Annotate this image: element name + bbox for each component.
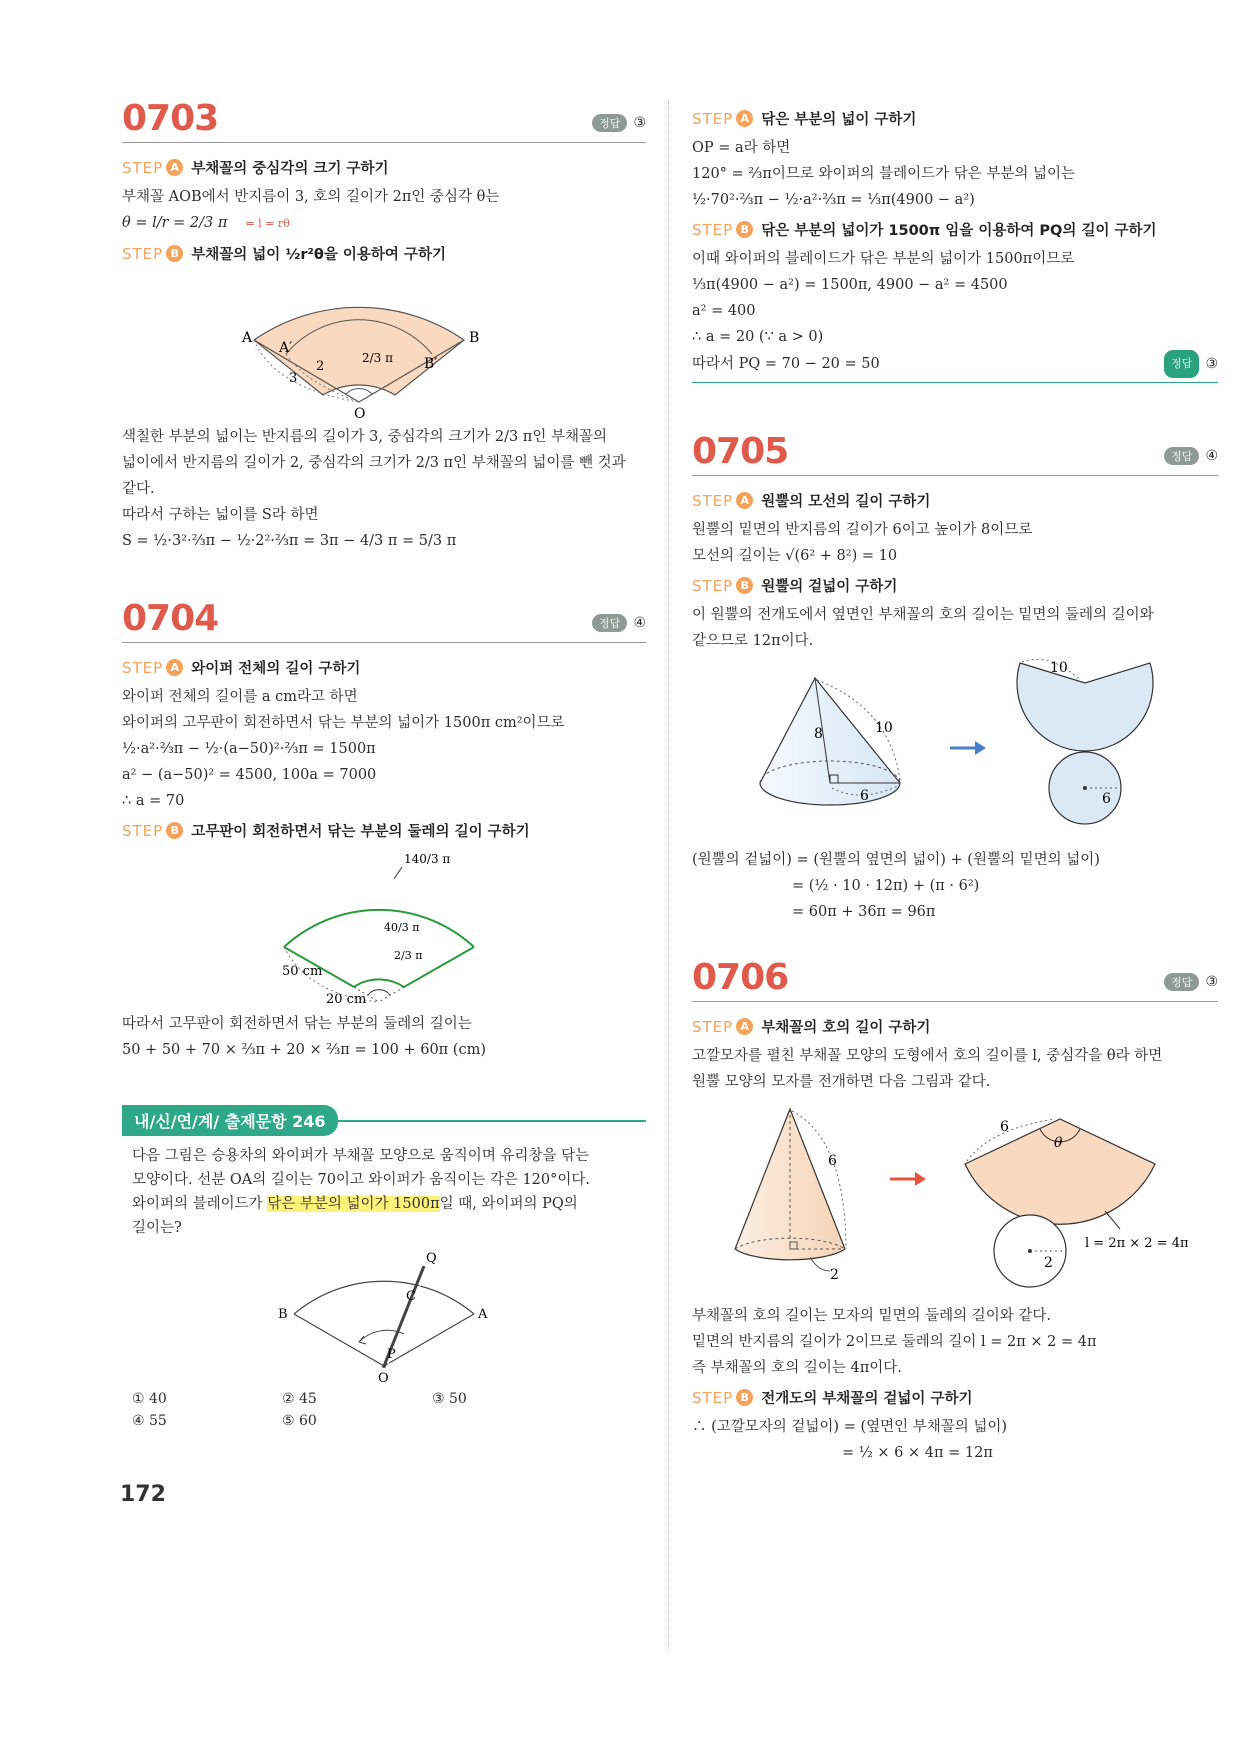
- formula-line: ∴ (고깔모자의 겉넓이) = (옆면인 부채꼴의 넓이): [692, 1419, 1008, 1435]
- wiper-figure: [264, 1244, 504, 1384]
- step-title: 부채꼴의 중심각의 크기 구하기: [191, 161, 389, 177]
- hat-net-figure: [710, 1099, 1200, 1299]
- label-B-prime: B′: [424, 356, 438, 372]
- text-line: 이때 와이퍼의 블레이드가 닦은 부분의 넓이가 1500π이므로: [692, 251, 1075, 267]
- label-circle-radius: 6: [1102, 791, 1111, 807]
- formula-line: θ = l/r = 2/3 π ⇐ l = rθ: [122, 215, 290, 231]
- formula-line: ⅓π(4900 − a²) = 1500π, 4900 − a² = 4500: [692, 277, 1008, 293]
- page-number: 172: [120, 1482, 166, 1507]
- question-line: 길이는?: [132, 1220, 182, 1236]
- choice: ④ 55: [132, 1413, 167, 1429]
- step-b: [122, 243, 646, 264]
- choice: ② 45: [282, 1391, 317, 1407]
- arrow-right-icon: [975, 741, 986, 755]
- label-O: O: [354, 406, 366, 420]
- label-r2: 2: [316, 359, 325, 374]
- step-letter-icon: B: [736, 221, 753, 238]
- text-line: 고깔모자를 펼친 부채꼴 모양의 도형에서 호의 길이를 l, 중심각을 θ라 하면: [692, 1048, 1163, 1064]
- label-circle-radius: 2: [1044, 1255, 1053, 1271]
- step-title: 닦은 부분의 넓이 구하기: [761, 112, 917, 128]
- text-line: 이 원뿔의 전개도에서 옆면인 부채꼴의 호의 길이는 밑면의 둘레의 길이와: [692, 607, 1154, 623]
- step-title: 부채꼴의 넓이 ½r²θ을 이용하여 구하기: [191, 247, 446, 263]
- text-line: 따라서 고무판이 회전하면서 닦는 부분의 둘레의 길이는: [122, 1016, 472, 1032]
- formula-line: = (½ · 10 · 12π) + (π · 6²): [792, 878, 980, 894]
- step-title: 고무판이 회전하면서 닦는 부분의 둘레의 길이 구하기: [191, 824, 530, 840]
- problem-number: 0705: [692, 431, 789, 472]
- choices-row-2: [122, 1410, 646, 1432]
- answer: [592, 114, 646, 132]
- section-separator: [692, 382, 1218, 383]
- step-a: [122, 657, 646, 678]
- problem-number: 0703: [122, 98, 219, 139]
- step-letter-icon: B: [736, 1389, 753, 1406]
- label-base-radius: 2: [830, 1267, 839, 1283]
- formula-line: S = ½·3²·⅔π − ½·2²·⅔π = 3π − 4/3 π = 5/3 π: [122, 533, 457, 549]
- formula-line: ½·70²·⅔π − ½·a²·⅔π = ⅓π(4900 − a²): [692, 192, 975, 208]
- step-title: 부채꼴의 호의 길이 구하기: [761, 1020, 931, 1036]
- step-b: [692, 575, 1218, 596]
- label-arc-length: l = 2π × 2 = 4π: [1085, 1236, 1189, 1251]
- text-line: 원뿔의 밑면의 반지름의 길이가 6이고 높이가 8이므로: [692, 522, 1033, 538]
- text-line: 원뿔 모양의 모자를 전개하면 다음 그림과 같다.: [692, 1074, 991, 1090]
- wiper-perimeter-figure: [264, 847, 504, 1007]
- label-slant: 6: [828, 1153, 837, 1169]
- problem-0705-header: [692, 433, 1218, 476]
- step-tag: STEP A: [692, 110, 753, 128]
- label-B: B: [469, 330, 480, 346]
- highlighted-text: 닦은 부분의 넓이가 1500π: [267, 1196, 440, 1212]
- question-line: 모양이다. 선분 OA의 길이는 70이고 와이퍼가 움직이는 각은 120°이다.: [132, 1172, 590, 1188]
- step-tag: STEP A: [122, 159, 183, 177]
- label-50cm: 50 cm: [282, 964, 323, 979]
- label-r3: 3: [289, 371, 298, 386]
- formula-note: ⇐ l = rθ: [245, 217, 290, 230]
- label-height: 8: [814, 726, 823, 742]
- label-20cm: 20 cm: [326, 992, 367, 1007]
- label-A-prime: A′: [279, 340, 293, 356]
- step-a: [122, 157, 646, 178]
- step-letter-icon: B: [166, 245, 183, 262]
- problem-0704-header: [122, 600, 646, 643]
- column-divider: [668, 100, 669, 1650]
- naesin-question: [122, 1136, 646, 1240]
- choices-row-1: [122, 1388, 646, 1410]
- problem-number: 0704: [122, 598, 219, 639]
- answer-badge: 정답: [592, 614, 627, 632]
- step-tag: STEP A: [692, 1018, 753, 1036]
- answer: [592, 614, 646, 632]
- step-tag: STEP B: [122, 245, 183, 263]
- step-tag: STEP B: [692, 577, 753, 595]
- text-line: 같다.: [122, 481, 155, 497]
- naesin-rule: [338, 1120, 646, 1122]
- step-letter-icon: B: [166, 822, 183, 839]
- text-line: 넓이에서 반지름의 길이가 2, 중심각의 크기가 2/3 π인 부채꼴의 넓이를 뺀 것과: [122, 455, 626, 471]
- step-tag: STEP B: [692, 221, 753, 239]
- step-letter-icon: B: [736, 577, 753, 594]
- text-line: 같으므로 12π이다.: [692, 633, 814, 649]
- label-inner-angle: 2/3 π: [394, 949, 423, 962]
- choice: ③ 50: [432, 1391, 467, 1407]
- step-a: [692, 108, 1218, 129]
- label-radius: 6: [860, 788, 869, 804]
- answer: [1164, 973, 1218, 991]
- step-letter-icon: A: [736, 110, 753, 127]
- step-tag: STEP B: [122, 822, 183, 840]
- formula-line: a² − (a−50)² = 4500, 100a = 7000: [122, 767, 377, 783]
- text-line: 밑면의 반지름의 길이가 2이므로 둘레의 길이 l = 2π × 2 = 4π: [692, 1334, 1097, 1350]
- text-line: 즉 부채꼴의 호의 길이는 4π이다.: [692, 1360, 902, 1376]
- answer-value: ③: [633, 115, 646, 131]
- problem-0704-continued: [692, 108, 1218, 383]
- label-P: P: [387, 1347, 396, 1362]
- answer-value: ④: [1205, 448, 1218, 464]
- problem-0703-header: [122, 100, 646, 143]
- formula-line: = 60π + 36π = 96π: [792, 904, 936, 920]
- label-A: A: [478, 1307, 488, 1322]
- answer: [1164, 350, 1218, 378]
- label-slant: 10: [875, 720, 893, 736]
- step-letter-icon: A: [736, 492, 753, 509]
- formula-line: 따라서 PQ = 70 − 20 = 50: [692, 356, 880, 372]
- choice: ① 40: [132, 1391, 167, 1407]
- annular-sector-figure: [234, 270, 534, 420]
- formula-line: 모선의 길이는 √(6² + 8²) = 10: [692, 548, 898, 564]
- step-letter-icon: A: [736, 1018, 753, 1035]
- step-b: [692, 219, 1218, 240]
- label-C: C: [406, 1289, 416, 1304]
- formula-line: 50 + 50 + 70 × ⅔π + 20 × ⅔π = 100 + 60π (cm): [122, 1042, 486, 1058]
- problem-0706-header: [692, 959, 1218, 1002]
- step-title: 닦은 부분의 넓이가 1500π 임을 이용하여 PQ의 길이 구하기: [761, 223, 1157, 239]
- step-title: 원뿔의 모선의 길이 구하기: [761, 494, 931, 510]
- text-line: 부채꼴 AOB에서 반지름이 3, 호의 길이가 2π인 중심각 θ는: [122, 189, 500, 205]
- step-letter-icon: A: [166, 159, 183, 176]
- answer-badge: 정답: [1164, 350, 1199, 378]
- label-theta: θ: [1054, 1135, 1063, 1151]
- problem-number: 0706: [692, 957, 789, 998]
- formula-line: ∴ a = 70: [122, 793, 185, 809]
- formula-line: ½·a²·⅔π − ½·(a−50)²·⅔π = 1500π: [122, 741, 376, 757]
- step-tag: STEP B: [692, 1389, 753, 1407]
- final-line: [692, 350, 1218, 378]
- problem-0703: [122, 100, 646, 554]
- naesin-box: [122, 1105, 646, 1432]
- label-Q: Q: [426, 1251, 437, 1266]
- step-b: [122, 820, 646, 841]
- answer-badge: 정답: [592, 114, 627, 132]
- step-letter-icon: A: [166, 659, 183, 676]
- cone-net-figure: [720, 658, 1190, 843]
- answer-value: ③: [1205, 356, 1218, 372]
- answer-badge: 정답: [1164, 973, 1199, 991]
- step-title: 원뿔의 겉넓이 구하기: [761, 579, 898, 595]
- step-b: [692, 1387, 1218, 1408]
- label-B: B: [278, 1307, 288, 1322]
- formula-line: a² = 400: [692, 303, 756, 319]
- problem-0705: [692, 433, 1218, 925]
- label-angle: 2/3 π: [362, 351, 394, 365]
- step-a: [692, 490, 1218, 511]
- question-line: 와이퍼의 블레이드가 닦은 부분의 넓이가 1500π일 때, 와이퍼의 PQ의: [132, 1196, 578, 1212]
- label-sector-radius: 10: [1050, 660, 1068, 676]
- label-O: O: [378, 1371, 389, 1384]
- text-line: 와이퍼의 고무판이 회전하면서 닦는 부분의 넓이가 1500π cm²이므로: [122, 715, 565, 731]
- choice: ⑤ 60: [282, 1413, 317, 1429]
- text-line: 와이퍼 전체의 길이를 a cm라고 하면: [122, 689, 358, 705]
- step-a: [692, 1016, 1218, 1037]
- problem-0706: [692, 959, 1218, 1466]
- answer-badge: 정답: [1164, 447, 1199, 465]
- answer: [1164, 447, 1218, 465]
- text-line: 부채꼴의 호의 길이는 모자의 밑면의 둘레의 길이와 같다.: [692, 1308, 1052, 1324]
- formula-line: = ½ × 6 × 4π = 12π: [842, 1445, 993, 1461]
- answer-value: ④: [633, 615, 646, 631]
- text-line: 색칠한 부분의 넓이는 반지름의 길이가 3, 중심각의 크기가 2/3 π인 부채꼴의: [122, 429, 607, 445]
- text-line: 따라서 구하는 넓이를 S라 하면: [122, 507, 319, 523]
- question-line: 다음 그림은 승용차의 와이퍼가 부채꼴 모양으로 움직이며 유리창을 닦는: [132, 1148, 590, 1164]
- step-title: 전개도의 부채꼴의 겉넓이 구하기: [761, 1391, 973, 1407]
- answer-value: ③: [1205, 974, 1218, 990]
- formula-line: ∴ a = 20 (∵ a > 0): [692, 329, 824, 345]
- formula-line: (원뿔의 겉넓이) = (원뿔의 옆면의 넓이) + (원뿔의 밑면의 넓이): [692, 852, 1100, 868]
- text-line: OP = a라 하면: [692, 140, 791, 156]
- right-column: [692, 108, 1218, 1466]
- problem-0704: [122, 600, 646, 1063]
- naesin-header: [122, 1105, 646, 1136]
- text-line: 120° = ⅔π이므로 와이퍼의 블레이드가 닦은 부분의 넓이는: [692, 166, 1076, 182]
- left-column: [122, 100, 646, 1432]
- label-A: A: [242, 330, 253, 346]
- label-sector-radius: 6: [1000, 1119, 1009, 1135]
- arrow-right-icon: [915, 1172, 926, 1186]
- label-top-arc: 140/3 π: [404, 852, 451, 866]
- label-mid-arc: 40/3 π: [384, 921, 420, 934]
- naesin-tag: 내/신/연/계/ 출제문항 246: [122, 1105, 338, 1136]
- step-tag: STEP A: [692, 492, 753, 510]
- step-tag: STEP A: [122, 659, 183, 677]
- step-title: 와이퍼 전체의 길이 구하기: [191, 661, 361, 677]
